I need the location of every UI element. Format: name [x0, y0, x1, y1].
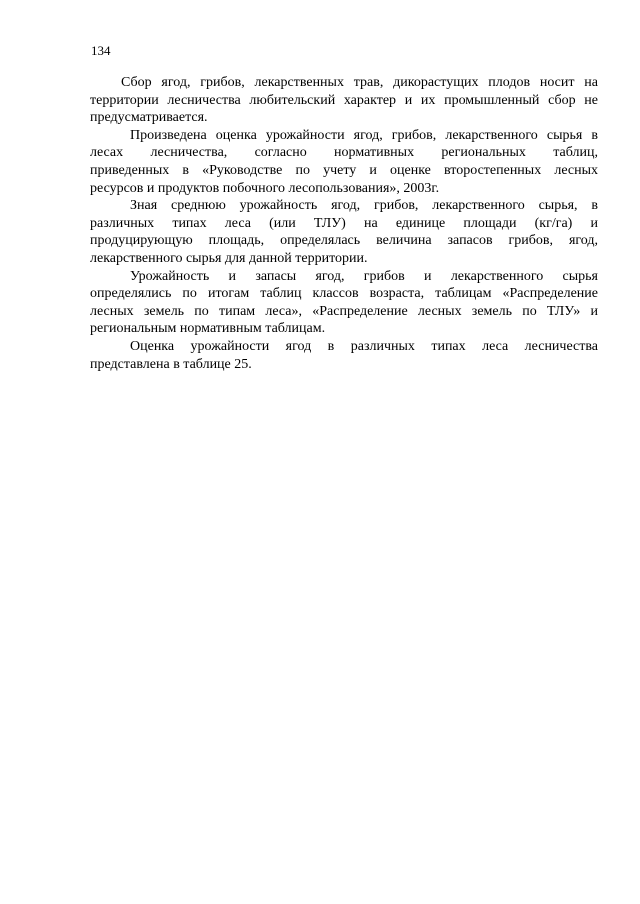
text-line: Урожайность и запасы ягод, грибов и лекарственного сырья	[130, 268, 598, 284]
paragraph-yield-assessment	[90, 127, 598, 197]
text-line: лекарственного сырья для данной территории.	[90, 250, 368, 266]
paragraph-collection-note	[90, 74, 598, 127]
paragraph-table-reference	[90, 338, 598, 373]
text-line: ресурсов и продуктов побочного лесопользования», 2003г.	[90, 180, 440, 196]
text-line: продуцирующую площадь, определялась величина запасов грибов, ягод,	[90, 233, 598, 249]
paragraph-stock-calculation	[90, 197, 598, 267]
page-number: 134	[91, 43, 111, 58]
text-line: приведенных в «Руководстве по учету и оценке второстепенных лесных	[90, 162, 598, 178]
text-line: различных типах леса (или ТЛУ) на единице площади (кг/га) и	[90, 215, 598, 231]
text-line: лесах лесничества, согласно нормативных региональных таблиц,	[90, 145, 598, 161]
text-line: Оценка урожайности ягод в различных типах леса лесничества	[130, 338, 598, 354]
paragraph-determination-method	[90, 268, 598, 338]
text-line: предусматривается.	[90, 110, 208, 126]
text-line: лесных земель по типам леса», «Распределение лесных земель по ТЛУ» и	[90, 303, 598, 319]
text-line: региональным нормативным таблицам.	[90, 321, 326, 337]
text-line: определялись по итогам таблиц классов возраста, таблицам «Распределение	[90, 286, 598, 302]
text-line: Зная среднюю урожайность ягод, грибов, лекарственного сырья, в	[130, 198, 598, 214]
text-line: представлена в таблице 25.	[90, 356, 252, 372]
text-line: территории лесничества любительский характер и их промышленный сбор не	[90, 92, 598, 108]
text-line: Произведена оценка урожайности ягод, грибов, лекарственного сырья в	[130, 127, 598, 143]
body-text	[90, 74, 598, 373]
text-line: Сбор ягод, грибов, лекарственных трав, дикорастущих плодов носит на	[121, 75, 598, 90]
